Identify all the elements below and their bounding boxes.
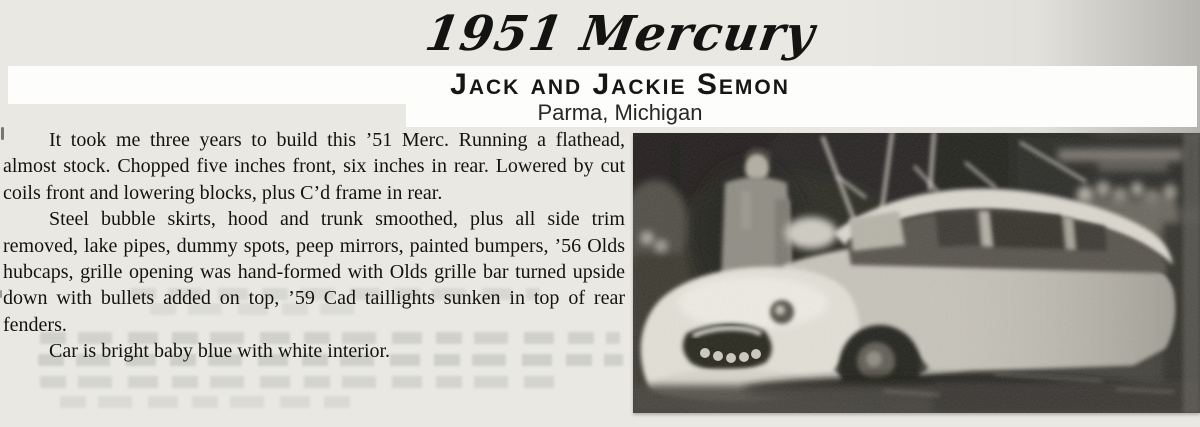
article-paragraph: Car is bright baby blue with white interior. [49, 340, 391, 363]
article-paragraph: Steel bubble skirts, hood and trunk smoothed, plus all side trim removed, lake pipes, dummy spots, peep mirrors, painted bumpers, ’56 Olds hubcaps, grille opening was hand-formed with Olds grille bar turned upside down with bullets added on top, ’59 Cad taillights sunken in top of rear fenders. [3, 208, 625, 336]
article-text [3, 127, 625, 365]
owner-location: Parma, Michigan [537, 100, 703, 125]
article-paragraph: It took me three years to build this ’51 Merc. Running a flathead, almost stock. Chopped five inches front, six inches in rear. Lowered by cut coils front and lowering blocks, plus C’d frame in rear. [3, 129, 625, 204]
owner-names: Jack and Jackie Semon [450, 68, 790, 101]
bleedthrough-text [60, 396, 360, 408]
page-title: 1951 Mercury [421, 6, 819, 62]
photo-grain [633, 133, 1200, 413]
scan-speck [0, 290, 2, 298]
bleedthrough-text [40, 376, 560, 388]
car-photo [633, 133, 1200, 413]
